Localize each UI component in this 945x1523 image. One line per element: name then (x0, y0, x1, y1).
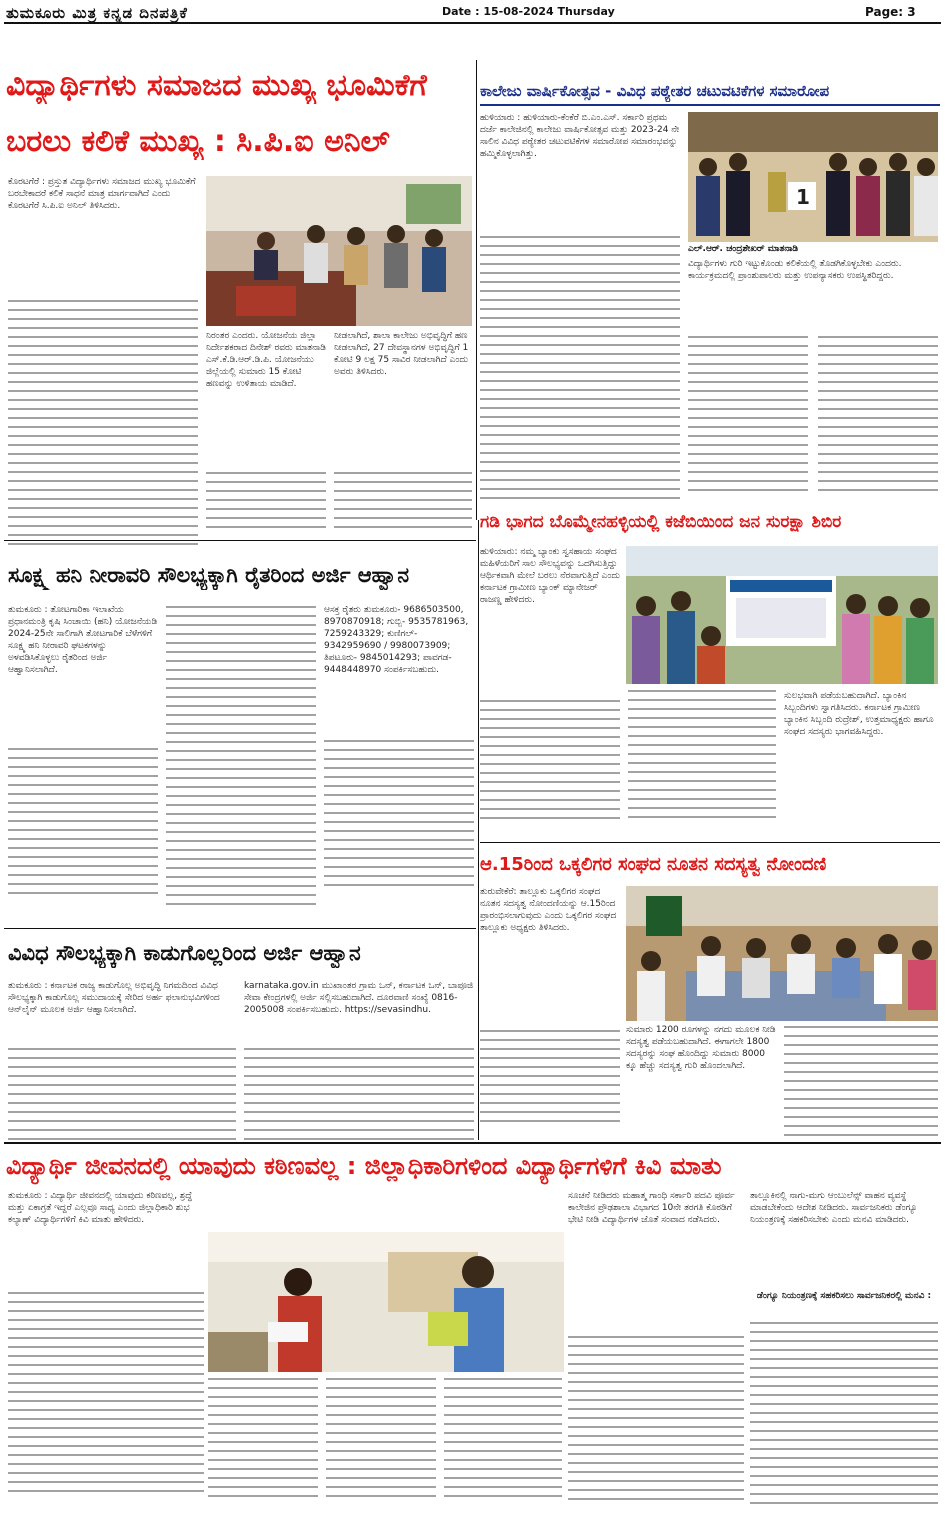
article-3-lead: ತುಮಕೂರು : ತೋಟಗಾರಿಕಾ ಇಲಾಖೆಯ ಪ್ರಧಾನಮಂತ್ರಿ ಕೃಷಿ ಸಿಂಚಾಯಿ (ಹನಿ) ಯೋಜನೆಯಡಿ 2024-25ನೇ ಸಾಲಿಗಾಗಿ ತೋಟಗಾರಿಕೆ ಬೆಳೆಗಳಿಗೆ ಸೂಕ್ಷ್ಮ ಹನಿ ನೀರಾವರಿ ಘಟಕಗಳನ್ನು ಅಳವಡಿಸಿಕೊಳ್ಳಲು ರೈತರಿಂದ ಅರ್ಜಿ ಆಹ್ವಾನಿಸಲಾಗಿದೆ. (8, 605, 158, 675)
article-5-lead: ಹುಳಿಯಾರು: ನಮ್ಮ ಬ್ಯಾಂಕು ಸ್ವಸಹಾಯ ಸಂಘದ ಮಹಿಳೆಯರಿಗೆ ಸಾಲ ಸೌಲಭ್ಯವನ್ನು ಒದಗಿಸುತ್ತಿದ್ದು ಆರ್ಥಿಕವಾಗಿ ಮೇಲೆ ಬರಲು ನೆರವಾಗುತ್ತಿದೆ ಎಂದು ಕರ್ನಾಟಕ ಗ್ರಾಮೀಣ ಬ್ಯಾಂಕ್ ಮ್ಯಾನೇಜರ್ ರಾಜಣ್ಣ ಹೇಳಿದರು. (480, 547, 620, 605)
article-3-headline: ಸೂಕ್ಷ್ಮ ಹನಿ ನೀರಾವರಿ ಸೌಲಭ್ಯಕ್ಕಾಗಿ ರೈತರಿಂದ ಅರ್ಜಿ ಆಹ್ವಾನ (8, 563, 410, 587)
article-7-sidebar-title: ಡೆಂಗ್ಯೂ ನಿಯಂತ್ರಣಕ್ಕೆ ಸಹಕರಿಸಲು ಸಾರ್ವಜನಿಕರಲ್ಲಿ ಮನವಿ : (756, 1291, 932, 1301)
article-2-rule (480, 104, 940, 106)
article-7-column-3-text (326, 1378, 436, 1504)
article-4-headline: ವಿವಿಧ ಸೌಲಭ್ಯಕ್ಕಾಗಿ ಕಾಡುಗೊಲ್ಲರಿಂದ ಅರ್ಜಿ ಆಹ್ವಾನ (8, 941, 361, 965)
article-4-lead: ತುಮಕೂರು : ಕರ್ನಾಟಕ ರಾಜ್ಯ ಕಾಡುಗೊಲ್ಲ ಅಭಿವೃದ್ಧಿ ನಿಗಮದಿಂದ ವಿವಿಧ ಸೌಲಭ್ಯಕ್ಕಾಗಿ ಕಾಡುಗೊಲ್ಲ ಸಮುದಾಯಕ್ಕೆ ಸೇರಿದ ಅರ್ಹ ಫಲಾನುಭವಿಗಳಿಂದ ಆನ್‌ಲೈನ್ ಮೂಲಕ ಅರ್ಜಿ ಆಹ್ವಾನಿಸಲಾಗಿದೆ. (8, 981, 220, 1015)
article-1-lead: ಕೊರಟಗೆರೆ : ಪ್ರಸ್ತುತ ವಿದ್ಯಾರ್ಥಿಗಳು ಸಮಾಜದ ಮುಖ್ಯ ಭೂಮಿಕೆಗೆ ಬರಬೇಕಾದರೆ ಕಲಿಕೆ ಸಾಧನೆ ಮಾತ್ರ ಮಾರ್ಗವಾಗಿದೆ ಎಂದು ಕೊರಟಗೆರೆ ಸಿ.ಪಿ.ಐ ಅನಿಲ್ ತಿಳಿಸಿದರು. (8, 177, 196, 211)
section-divider (4, 1142, 941, 1144)
article-7-headline: ವಿದ್ಯಾರ್ಥಿ ಜೀವನದಲ್ಲಿ ಯಾವುದು ಕಠಿಣವಲ್ಲ : ಜಿಲ್ಲಾಧಿಕಾರಿಗಳಿಂದ ವಿದ್ಯಾರ್ಥಿಗಳಿಗೆ ಕಿವಿ ಮಾತು (6, 1152, 722, 1180)
article-7-column-2-text (208, 1378, 318, 1504)
article-7-lead: ತುಮಕೂರು : ವಿದ್ಯಾರ್ಥಿ ಜೀವನದಲ್ಲಿ ಯಾವುದು ಕಠಿಣವಲ್ಲ, ಶ್ರದ್ಧೆ ಮತ್ತು ಏಕಾಗ್ರತೆ ಇದ್ದರೆ ಎಲ್ಲವೂ ಸಾಧ್ಯ ಎಂದು ಜಿಲ್ಲಾಧಿಕಾರಿ ಶುಭ ಕಲ್ಯಾಣ್ ವಿದ್ಯಾರ್ಥಿಗಳಿಗೆ ಕಿವಿ ಮಾತು ಹೇಳಿದರು. (8, 1191, 193, 1225)
article-1-headline-line-2: ಬರಲು ಕಲಿಕೆ ಮುಖ್ಯ : ಸಿ.ಪಿ.ಐ ಅನಿಲ್ (6, 124, 390, 159)
article-1-column-3: ನೀಡಲಾಗಿದೆ, ಶಾಲಾ ಕಾಲೇಜು ಅಭಿವೃದ್ಧಿಗೆ ಹಣ ನೀಡಲಾಗಿದೆ, 27 ದೇವಸ್ಥಾನಗಳ ಅಭಿವೃದ್ಧಿಗೆ 1 ಕೋಟಿ 9 ಲಕ್ಷ 75 ಸಾವಿರ ನೀಡಲಾಗಿದೆ ಎಂದು ಅವರು ತಿಳಿಸಿದರು. (334, 331, 469, 377)
article-3-column-2-text (166, 606, 316, 912)
article-2-photo (688, 112, 938, 242)
article-6-lead: ತುರುವೇಕೆರೆ: ತಾಲ್ಲೂಕು ಒಕ್ಕಲಿಗರ ಸಂಘದ ನೂತನ ಸದಸ್ಯತ್ವ ನೋಂದಣಿಯನ್ನು ಆ.15ರಿಂದ ಪ್ರಾರಂಭಿಸಲಾಗುವುದು ಎಂದು ಒಕ್ಕಲಿಗರ ಸಂಘದ ತಾಲ್ಲೂಕು ಅಧ್ಯಕ್ಷರು ತಿಳಿಸಿದರು. (480, 887, 617, 933)
article-2-column-2-text (688, 336, 808, 498)
article-7-column-6: ತಾಲ್ಲೂಕಿನಲ್ಲಿ ನಾಗು-ಮಗು ಆಂಬುಲೆನ್ಸ್ ವಾಹನ ವ್ಯವಸ್ಥೆ ಮಾಡಬೇಕೆಂದು ಆದೇಶ ನೀಡಿದರು. ಸಾರ್ವಜನಿಕರು ಡೆಂಗ್ಯೂ ನಿಯಂತ್ರಣಕ್ಕೆ ಸಹಕರಿಸಬೇಕು ಎಂದು ಮನವಿ ಮಾಡಿದರು. (750, 1191, 918, 1225)
article-6-headline: ಆ.15ರಿಂದ ಒಕ್ಕಲಿಗರ ಸಂಘದ ನೂತನ ಸದಸ್ಯತ್ವ ನೋಂದಣಿ (480, 854, 827, 875)
section-divider (480, 842, 940, 843)
article-1-column-1-text (8, 300, 198, 552)
article-2-caption: ಎಲ್.ಆರ್. ಚಂದ್ರಶೇಖರ್ ಮಾತನಾಡಿ (688, 244, 799, 254)
article-3-column-3-text (324, 740, 474, 893)
article-1-column-3-text (334, 472, 472, 535)
article-7-column-4-text (444, 1378, 562, 1504)
article-2-column-1-text (480, 236, 680, 506)
article-1-column-2: ನಿರಂತರ ಎಂದರು. ಯೋಜನೆಯ ಜಿಲ್ಲಾ ನಿರ್ದೇಶಕರಾದ ದಿನೇಶ್ ರವರು ಮಾತನಾಡಿ ಎಸ್.ಕೆ.ಡಿ.ಆರ್.ಡಿ.ಪಿ. ಯೋಜನೆಯು ಜಿಲ್ಲೆಯಲ್ಲಿ ಸುಮಾರು 15 ಕೋಟಿ ಹಣವನ್ನು ಉಳಿತಾಯ ಮಾಡಿದೆ. (206, 331, 326, 389)
masthead-date: Date : 15-08-2024 Thursday (442, 5, 615, 18)
article-5-column-1-text (480, 700, 620, 826)
article-2-lead: ಹುಳಿಯಾರು : ಹುಳಿಯಾರು-ಕೆಂಕೆರೆ ಬಿ.ಎಂ.ಎಸ್. ಸರ್ಕಾರಿ ಪ್ರಥಮ ದರ್ಜೆ ಕಾಲೇಜಿನಲ್ಲಿ ಕಾಲೇಜು ವಾರ್ಷಿಕೋತ್ಸವ ಮತ್ತು 2023-24 ನೇ ಸಾಲಿನ ವಿವಿಧ ಪಠ್ಯೇತರ ಚಟುವಟಿಕೆಗಳ ಸಮಾರೋಪ ಸಮಾರಂಭವನ್ನು ಹಮ್ಮಿಕೊಳ್ಳಲಾಗಿತ್ತು. (480, 113, 680, 159)
article-5-body: ಸುಲಭವಾಗಿ ಪಡೆಯಬಹುದಾಗಿದೆ. ಬ್ಯಾಂಕಿನ ಸಿಬ್ಬಂದಿಗಳು ಸ್ವಾಗತಿಸಿದರು. ಕರ್ನಾಟಕ ಗ್ರಾಮೀಣ ಬ್ಯಾಂಕಿನ ಸಿಬ್ಬಂದಿ ರುದ್ರೇಶ್, ಉತ್ತಮಾಧ್ಯಕ್ಷರು ಹಾಗೂ ಸಂಘದ ಸದಸ್ಯರು ಭಾಗವಹಿಸಿದ್ದರು. (784, 691, 934, 737)
article-2-body: ವಿದ್ಯಾರ್ಥಿಗಳು ಗುರಿ ಇಟ್ಟುಕೊಂಡು ಕಲಿಕೆಯಲ್ಲಿ ತೊಡಗಿಕೊಳ್ಳಬೇಕು ಎಂದರು. ಕಾರ್ಯಕ್ರಮದಲ್ಲಿ ಪ್ರಾಂಶುಪಾಲರು ಮತ್ತು ಉಪನ್ಯಾಸಕರು ಉಪಸ್ಥಿತರಿದ್ದರು. (688, 259, 902, 281)
article-6-column-1-text (480, 1030, 620, 1129)
masthead-rule (4, 22, 941, 24)
article-2-column-3-text (818, 336, 938, 498)
article-4-column-1-text (8, 1048, 236, 1147)
article-7-photo (208, 1232, 564, 1372)
article-5-headline: ಗಡಿ ಭಾಗದ ಬೊಮ್ಮೇನಹಳ್ಳಿಯಲ್ಲಿ ಕಜೆಬಿಯಿಂದ ಜನ ಸುರಕ್ಷಾ ಶಿಬಿರ (480, 512, 842, 532)
column-divider (476, 60, 477, 520)
article-7-column-5: ಸೂಚನೆ ನೀಡಿದರು ಮಹಾತ್ಮ ಗಾಂಧಿ ಸರ್ಕಾರಿ ಪದವಿ ಪೂರ್ವ ಕಾಲೇಜಿನ ಪ್ರೌಢಶಾಲಾ ವಿಭಾಗದ 10ನೇ ತರಗತಿ ಕೊಠಡಿಗೆ ಭೇಟಿ ನೀಡಿ ವಿದ್ಯಾರ್ಥಿಗಳ ಜೊತೆ ಸಂವಾದ ನಡೆಸಿದರು. (568, 1191, 735, 1225)
svg-text:1: 1 (796, 185, 810, 209)
section-divider (4, 928, 476, 929)
section-divider (4, 540, 476, 541)
article-5-column-2-text (628, 690, 776, 825)
article-6-body: ಸುಮಾರು 1200 ರೂಗಳನ್ನು ನಗದು ಮೂಲಕ ನೀಡಿ ಸದಸ್ಯತ್ವ ಪಡೆಯಬಹುದಾಗಿದೆ. ಈಗಾಗಲೇ 1800 ಸದಸ್ಯರನ್ನು ಸಂಘ ಹೊಂದಿದ್ದು ಸುಮಾರು 8000 ಕ್ಕೂ ಹೆಚ್ಚು ಸದಸ್ಯತ್ವ ಗುರಿ ಹೊಂದಲಾಗಿದೆ. (626, 1025, 776, 1071)
article-1-headline-line-1: ವಿದ್ಯಾರ್ಥಿಗಳು ಸಮಾಜದ ಮುಖ್ಯ ಭೂಮಿಕೆಗೆ (6, 68, 427, 103)
article-6-photo (626, 886, 938, 1021)
masthead-logo: ತುಮಕೂರು ಮಿತ್ರ ಕನ್ನಡ ದಿನಪತ್ರಿಕೆ (6, 4, 188, 22)
article-3-contacts: ಆಸಕ್ತ ರೈತರು ತುಮಕೂರು- 9686503500, 8970870918; ಗುಬ್ಬಿ- 9535781963, 7259243329; ಕುಣಿಗಲ್- 9342959690 / 9980073909; ತಿಪಟೂರು- 9845014293; ಪಾವಗಡ- 9448448970 ಸಂಪರ್ಕಿಸಬಹುದು. (324, 605, 469, 675)
article-7-column-6-text (750, 1322, 938, 1511)
page-number: Page: 3 (865, 5, 916, 19)
article-7-column-1-text (8, 1292, 204, 1499)
article-6-column-3-text (784, 1026, 938, 1143)
article-3-column-1-text (8, 748, 158, 901)
article-5-photo (626, 546, 938, 684)
column-divider (478, 520, 479, 1140)
article-7-column-5-text (568, 1336, 744, 1507)
article-1-column-2-text (206, 472, 326, 535)
article-1-photo (206, 176, 472, 326)
article-4-website: karnataka.gov.in ಮುಖಾಂತರ ಗ್ರಾಮ ಒನ್, ಕರ್ನಾಟಕ ಒನ್, ಬಾಪೂಜಿ ಸೇವಾ ಕೇಂದ್ರಗಳಲ್ಲಿ ಅರ್ಜಿ ಸಲ್ಲಿಸಬಹುದಾಗಿದೆ. ದೂರವಾಣಿ ಸಂಖ್ಯೆ 0816-2005008 ಸಂಪರ್ಕಿಸಬಹುದು. https://sevasindhu. (244, 981, 474, 1015)
article-2-headline: ಕಾಲೇಜು ವಾರ್ಷಿಕೋತ್ಸವ - ವಿವಿಧ ಪಠ್ಯೇತರ ಚಟುವಟಿಕೆಗಳ ಸಮಾರೋಪ (480, 82, 830, 100)
article-4-column-2-text (244, 1048, 474, 1147)
